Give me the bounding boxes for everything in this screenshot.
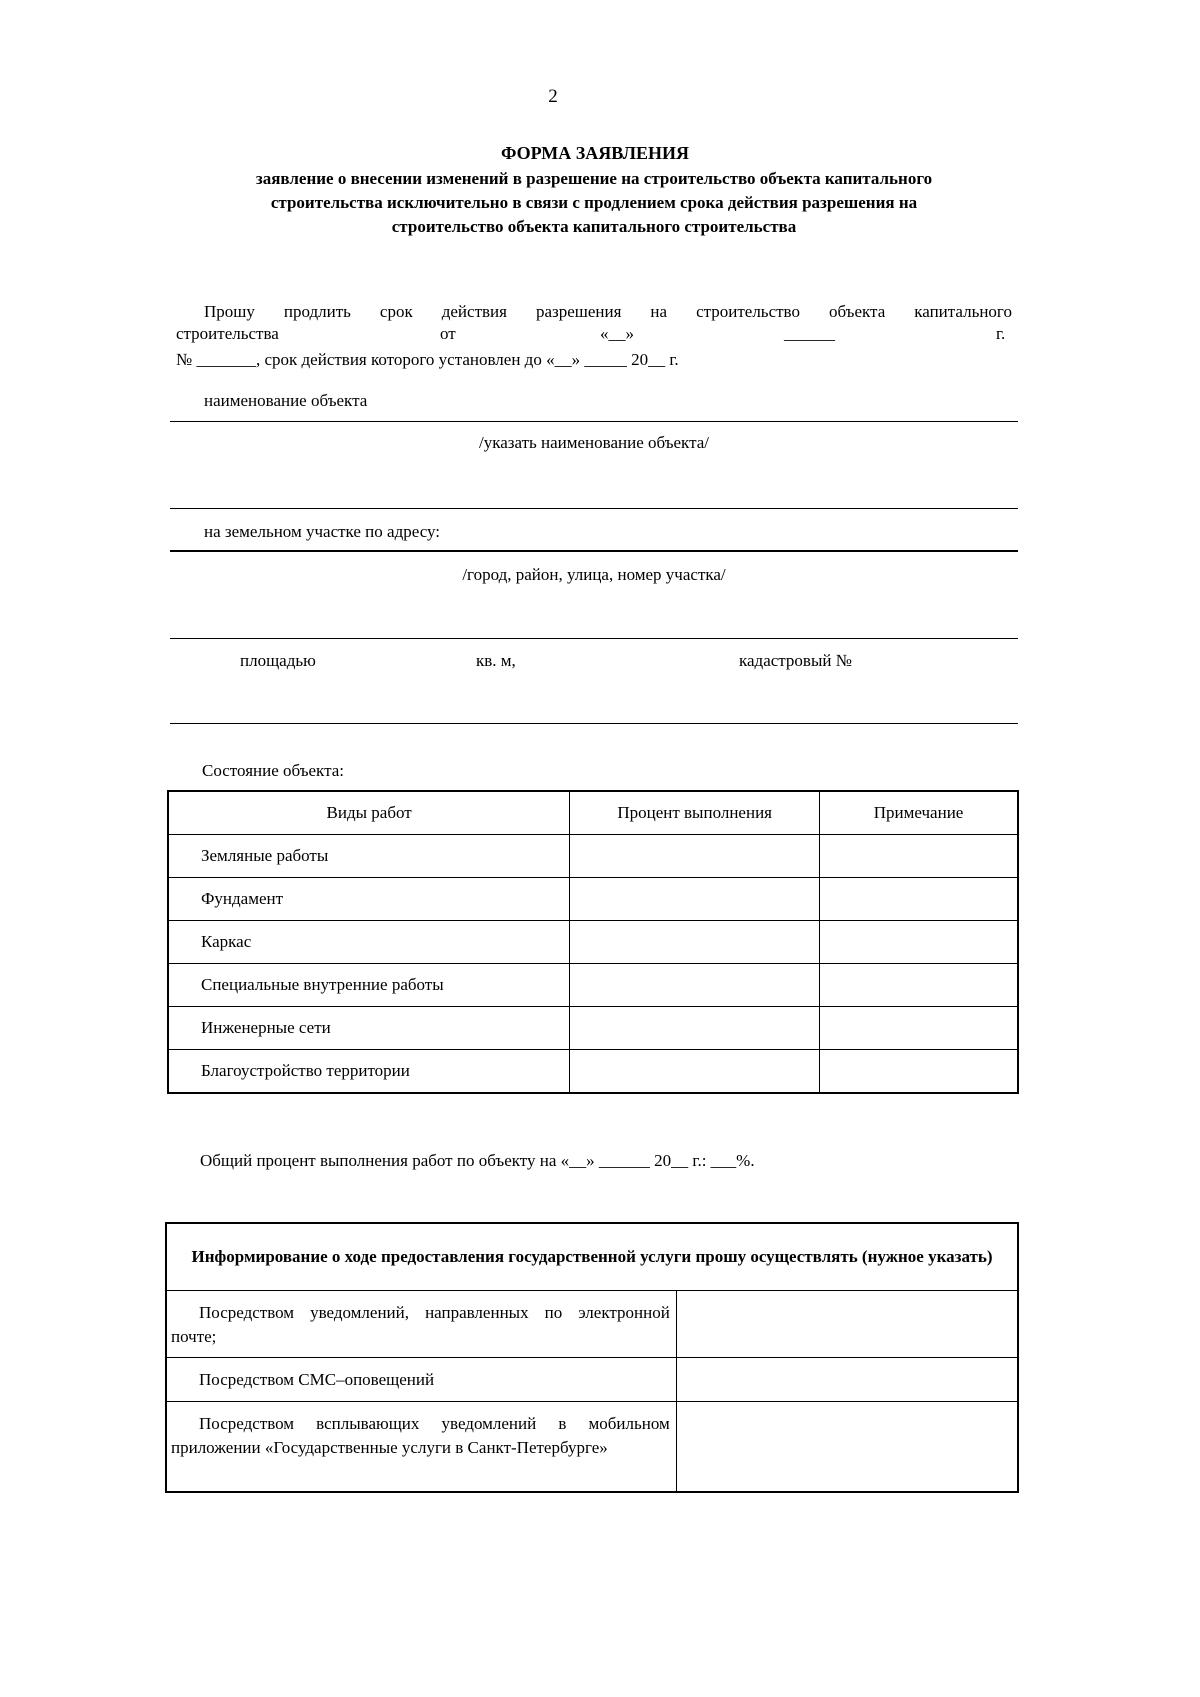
note-cell[interactable] [820,1050,1018,1094]
object-name-hint: /указать наименование объекта/ [478,433,709,452]
object-name-label: наименование объекта [204,391,368,410]
address-label: на земельном участке по адресу: [204,522,441,541]
address-line-2 [170,638,1018,639]
completion-percent-cell[interactable] [570,878,820,921]
notification-option-row [166,1402,1018,1492]
notification-option-label: Посредством всплывающих уведомлений в мобильном приложении «Государственные услуги в Санкт-Петербурге» [171,1414,670,1457]
notification-option-row [166,1358,1018,1402]
completion-percent-cell[interactable] [570,1050,820,1094]
request-word-from: от [440,324,456,343]
page-number: 2 [548,86,558,107]
total-percent-line: Общий процент выполнения работ по объекту на «__» ______ 20__ г.: ___%. [200,1151,755,1170]
notification-option-label: Посредством СМС–оповещений [199,1370,435,1389]
notification-table [165,1222,1019,1493]
object-name-line [170,421,1018,422]
form-subtitle-line: строительства исключительно в связи с продлением срока действия разрешения на [270,193,918,212]
notification-option-push-checkbox[interactable] [676,1402,1018,1492]
notification-option-sms [166,1358,676,1402]
form-subtitle-line: строительство объекта капитального строительства [391,217,797,236]
completion-percent-cell[interactable] [570,835,820,878]
table-row [168,1050,1018,1094]
notification-header: Информирование о ходе предоставления государственной услуги прошу осуществлять (нужное указать) [166,1223,1018,1291]
column-header-completion-percent: Процент выполнения [570,791,820,835]
note-cell[interactable] [820,964,1018,1007]
notification-option-row [166,1291,1018,1358]
completion-percent-cell[interactable] [570,1007,820,1050]
column-header-work-type: Виды работ [168,791,570,835]
table-row [168,835,1018,878]
column-header-note: Примечание [820,791,1018,835]
table-row [168,1007,1018,1050]
completion-percent-cell[interactable] [570,964,820,1007]
work-type-cell: Специальные внутренние работы [168,964,570,1007]
form-subtitle-line: заявление о внесении изменений в разрешение на строительство объекта капитального [255,169,933,188]
completion-percent-cell[interactable] [570,921,820,964]
request-year-suffix: г. [996,324,1006,343]
note-cell[interactable] [820,835,1018,878]
object-name-line-2 [170,508,1018,509]
work-type-cell: Земляные работы [168,835,570,878]
note-cell[interactable] [820,1007,1018,1050]
note-cell[interactable] [820,921,1018,964]
area-unit-label: кв. м, [476,651,516,670]
area-label: площадью [240,651,316,670]
notification-option-email-checkbox[interactable] [676,1291,1018,1358]
request-word-construction: строительства [176,324,279,343]
work-type-cell: Благоустройство территории [168,1050,570,1094]
area-line [170,723,1018,724]
form-subtitle [170,167,1018,239]
status-label: Состояние объекта: [202,761,345,780]
work-type-cell: Инженерные сети [168,1007,570,1050]
address-line [170,550,1018,552]
status-table [167,790,1019,1094]
notification-option-label: Посредством уведомлений, направленных по электронной почте; [171,1303,670,1346]
notification-option-push [166,1402,676,1492]
request-line-1: Прошу продлить срок действия разрешения на строительство объекта капитального [204,302,1012,321]
request-month-blank: ______ [784,324,835,343]
table-row [168,964,1018,1007]
request-line-3: № _______, срок действия которого установлен до «__» _____ 20__ г. [176,350,679,369]
address-hint: /город, район, улица, номер участка/ [462,565,726,584]
notification-header-row [166,1223,1018,1291]
table-header-row [168,791,1018,835]
work-type-cell: Каркас [168,921,570,964]
request-date-quotes: «__» [600,324,634,343]
note-cell[interactable] [820,878,1018,921]
form-title: ФОРМА ЗАЯВЛЕНИЯ [500,143,690,163]
notification-option-sms-checkbox[interactable] [676,1358,1018,1402]
table-row [168,878,1018,921]
work-type-cell: Фундамент [168,878,570,921]
table-row [168,921,1018,964]
notification-option-email [166,1291,676,1358]
cadastral-number-label: кадастровый № [739,651,852,670]
